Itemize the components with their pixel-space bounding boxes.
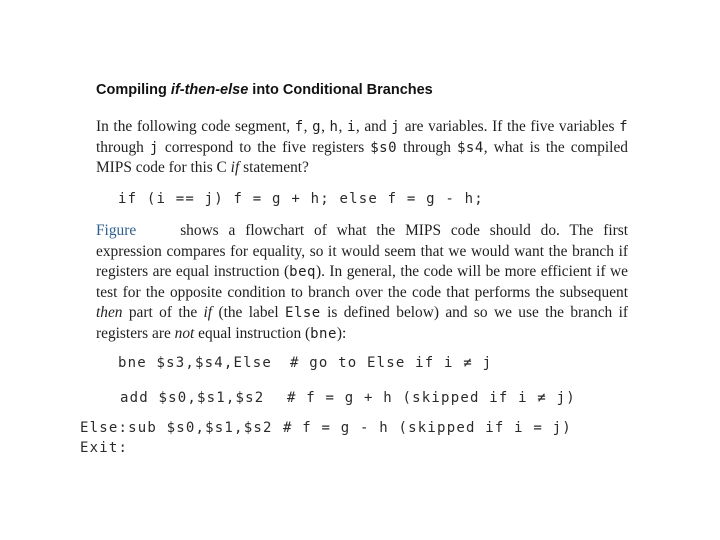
bne-instruction: bne <box>310 325 337 342</box>
then-keyword: then <box>96 304 123 322</box>
p1-text: In the following code segment, <box>96 118 295 135</box>
var-j: j <box>149 139 159 156</box>
var-j: j <box>391 119 401 135</box>
p2-text: is defined below) and so we use the branch if registers are <box>96 304 628 342</box>
p2-text: ). In general, the code will be more efficient if we test for the opposite condition to branch over the code that performs the subsequent <box>96 263 629 301</box>
p2-text: (the label <box>212 304 286 322</box>
code-line-else <box>80 420 273 436</box>
code-comment-else: # f = g - h (skipped if i = j) <box>283 420 572 436</box>
section-heading <box>96 82 433 98</box>
p1-text: , and <box>355 118 392 135</box>
register-s4: $s4 <box>456 139 484 156</box>
var-i: i <box>346 119 356 135</box>
code-line-exit: Exit: <box>80 440 129 456</box>
p1-text: , <box>321 118 330 135</box>
p1-text: , <box>303 118 313 135</box>
code-line-bne <box>118 355 272 371</box>
figure-reference: Figure <box>96 222 137 239</box>
p1-text: , <box>338 118 347 135</box>
paragraph-problem <box>96 117 628 179</box>
var-h: h <box>329 119 339 135</box>
heading-text-3: into Conditional Branches <box>248 82 433 98</box>
paragraph-explanation <box>96 221 628 345</box>
if-keyword: if <box>230 159 240 177</box>
if-keyword: if <box>203 304 213 322</box>
heading-text-1: Compiling <box>96 82 171 98</box>
var-f: f <box>294 119 304 135</box>
not-keyword: not <box>174 324 195 342</box>
p2-text: part of the <box>122 304 204 322</box>
p1-text: through <box>96 138 150 156</box>
heading-text-2: if-then-else <box>170 82 249 98</box>
beq-instruction: beq <box>289 264 316 281</box>
p1-text: correspond to the five registers <box>158 138 371 156</box>
p1-text: , what is the compiled MIPS code for this C <box>96 138 628 177</box>
c-statement: if (i == j) f = g + h; else f = g - h; <box>118 191 484 207</box>
code-comment-bne: # go to Else if i ≠ j <box>290 355 493 371</box>
p1-text: statement? <box>239 159 309 177</box>
code-instruction: add $s0,$s1,$s2 <box>120 390 265 406</box>
var-f: f <box>619 119 629 135</box>
code-instruction: Else:sub $s0,$s1,$s2 <box>80 420 273 436</box>
p2-text: shows a flowchart of what the MIPS code should do. The first expression compares for equality, so it would seem that we would want the branch if registers are equal instruction ( <box>96 222 628 281</box>
code-comment-add: # f = g + h (skipped if i ≠ j) <box>287 390 576 406</box>
code-instruction: bne $s3,$s4,Else <box>118 355 273 371</box>
p1-text: through <box>397 138 457 156</box>
else-label: Else <box>285 305 321 322</box>
register-s0: $s0 <box>370 139 398 156</box>
p2-text: ): <box>336 324 347 342</box>
var-g: g <box>312 119 322 135</box>
code-line-add <box>120 390 264 406</box>
p1-text: are variables. If the five variables <box>400 118 620 135</box>
p2-text: equal instruction ( <box>194 324 311 342</box>
